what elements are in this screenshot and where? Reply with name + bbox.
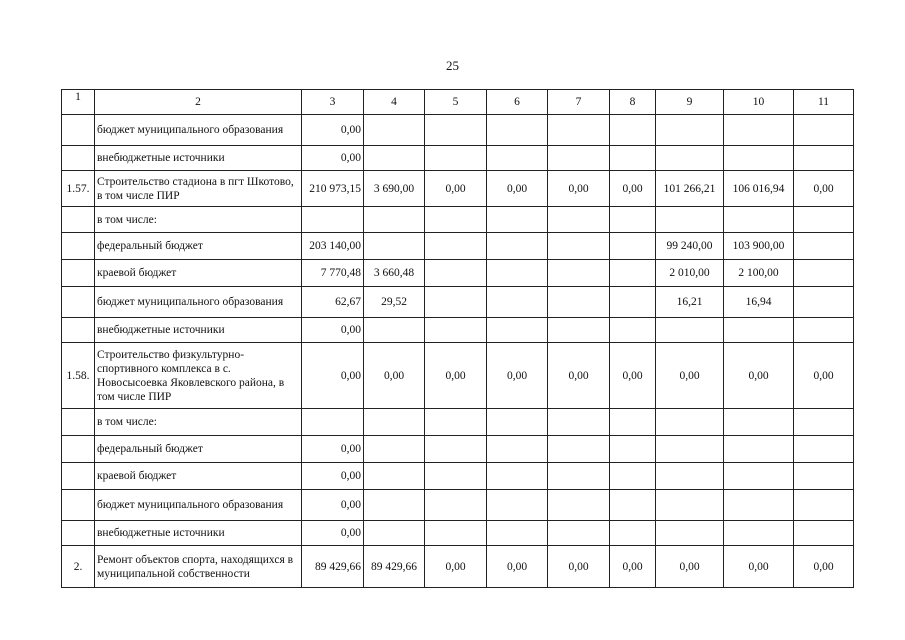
value-cell-col-8 (610, 287, 656, 318)
value-cell-col-5 (425, 287, 487, 318)
value-cell-col-7: 0,00 (548, 171, 610, 207)
row-number-cell (62, 318, 95, 343)
value-cell-col-10 (724, 146, 794, 171)
value-cell-col-5 (425, 436, 487, 463)
value-cell-col-3: 0,00 (302, 318, 364, 343)
value-cell-col-9 (656, 490, 724, 521)
value-cell-col-3: 0,00 (302, 115, 364, 146)
value-cell-col-8 (610, 115, 656, 146)
value-cell-col-3: 0,00 (302, 521, 364, 546)
value-cell-col-7 (548, 409, 610, 436)
table-row (62, 318, 854, 343)
value-cell-col-10 (724, 490, 794, 521)
header-cell-5: 5 (425, 90, 487, 115)
header-cell-1: 1 (62, 90, 95, 115)
value-cell-col-7 (548, 115, 610, 146)
value-cell-col-9 (656, 436, 724, 463)
value-cell-col-6 (487, 233, 548, 260)
value-cell-col-3: 62,67 (302, 287, 364, 318)
row-number-cell (62, 521, 95, 546)
value-cell-col-7 (548, 233, 610, 260)
table-row (62, 546, 854, 588)
value-cell-col-10 (724, 521, 794, 546)
value-cell-col-6 (487, 146, 548, 171)
header-cell-7: 7 (548, 90, 610, 115)
value-cell-col-10: 106 016,94 (724, 171, 794, 207)
row-name-cell: в том числе: (95, 207, 302, 233)
value-cell-col-4 (364, 436, 425, 463)
value-cell-col-11 (794, 318, 854, 343)
row-number-cell (62, 146, 95, 171)
value-cell-col-3 (302, 409, 364, 436)
row-name-cell: Строительство физкультурно-спортивного комплекса в с. Новосысоевка Яковлевского района, в том числе ПИР (95, 343, 302, 409)
value-cell-col-5 (425, 318, 487, 343)
value-cell-col-5 (425, 233, 487, 260)
budget-table (61, 89, 854, 588)
value-cell-col-8 (610, 409, 656, 436)
value-cell-col-11 (794, 409, 854, 436)
table-row (62, 490, 854, 521)
row-name-cell: внебюджетные источники (95, 521, 302, 546)
value-cell-col-7 (548, 318, 610, 343)
value-cell-col-10 (724, 436, 794, 463)
row-name-cell: внебюджетные источники (95, 318, 302, 343)
value-cell-col-7 (548, 207, 610, 233)
header-row (62, 90, 854, 115)
value-cell-col-4: 3 660,48 (364, 260, 425, 287)
value-cell-col-4 (364, 318, 425, 343)
value-cell-col-5 (425, 260, 487, 287)
value-cell-col-3: 0,00 (302, 343, 364, 409)
value-cell-col-8 (610, 436, 656, 463)
row-name-cell: бюджет муниципального образования (95, 115, 302, 146)
row-name-cell: федеральный бюджет (95, 233, 302, 260)
header-cell-4: 4 (364, 90, 425, 115)
value-cell-col-7: 0,00 (548, 546, 610, 588)
value-cell-col-8 (610, 490, 656, 521)
value-cell-col-5 (425, 463, 487, 490)
value-cell-col-3: 0,00 (302, 463, 364, 490)
value-cell-col-11 (794, 260, 854, 287)
header-cell-9: 9 (656, 90, 724, 115)
value-cell-col-6 (487, 409, 548, 436)
value-cell-col-11 (794, 463, 854, 490)
value-cell-col-5 (425, 490, 487, 521)
header-cell-10: 10 (724, 90, 794, 115)
value-cell-col-6 (487, 318, 548, 343)
value-cell-col-4 (364, 146, 425, 171)
page-number: 25 (446, 58, 459, 73)
value-cell-col-6 (487, 207, 548, 233)
value-cell-col-6: 0,00 (487, 171, 548, 207)
value-cell-col-9: 2 010,00 (656, 260, 724, 287)
value-cell-col-9 (656, 409, 724, 436)
row-name-cell: Ремонт объектов спорта, находящихся в муниципальной собственности (95, 546, 302, 588)
value-cell-col-5 (425, 146, 487, 171)
table-row (62, 287, 854, 318)
header-cell-3: 3 (302, 90, 364, 115)
value-cell-col-11 (794, 207, 854, 233)
value-cell-col-6 (487, 436, 548, 463)
table-row (62, 233, 854, 260)
table-row (62, 146, 854, 171)
value-cell-col-11 (794, 115, 854, 146)
value-cell-col-6 (487, 260, 548, 287)
value-cell-col-8 (610, 463, 656, 490)
value-cell-col-6 (487, 490, 548, 521)
value-cell-col-9 (656, 463, 724, 490)
value-cell-col-6 (487, 521, 548, 546)
value-cell-col-8 (610, 146, 656, 171)
table-row (62, 115, 854, 146)
row-name-cell: внебюджетные источники (95, 146, 302, 171)
value-cell-col-10: 16,94 (724, 287, 794, 318)
value-cell-col-9: 0,00 (656, 343, 724, 409)
row-number-cell (62, 207, 95, 233)
value-cell-col-4 (364, 463, 425, 490)
value-cell-col-11 (794, 490, 854, 521)
value-cell-col-6 (487, 463, 548, 490)
value-cell-col-7 (548, 146, 610, 171)
value-cell-col-5: 0,00 (425, 343, 487, 409)
table-row (62, 207, 854, 233)
value-cell-col-4 (364, 207, 425, 233)
row-name-cell: Строительство стадиона в пгт Шкотово, в том числе ПИР (95, 171, 302, 207)
value-cell-col-9: 16,21 (656, 287, 724, 318)
value-cell-col-5 (425, 207, 487, 233)
value-cell-col-6: 0,00 (487, 343, 548, 409)
value-cell-col-9 (656, 146, 724, 171)
value-cell-col-4 (364, 409, 425, 436)
value-cell-col-5 (425, 115, 487, 146)
value-cell-col-8 (610, 521, 656, 546)
value-cell-col-3: 7 770,48 (302, 260, 364, 287)
value-cell-col-8 (610, 260, 656, 287)
header-cell-6: 6 (487, 90, 548, 115)
row-number-cell (62, 436, 95, 463)
value-cell-col-11 (794, 521, 854, 546)
value-cell-col-7 (548, 463, 610, 490)
table-row (62, 521, 854, 546)
table-row (62, 343, 854, 409)
row-number-cell: 1.58. (62, 343, 95, 409)
header-cell-11: 11 (794, 90, 854, 115)
row-number-cell (62, 287, 95, 318)
value-cell-col-9: 99 240,00 (656, 233, 724, 260)
value-cell-col-11 (794, 233, 854, 260)
value-cell-col-11: 0,00 (794, 171, 854, 207)
value-cell-col-10: 103 900,00 (724, 233, 794, 260)
value-cell-col-10 (724, 207, 794, 233)
value-cell-col-7 (548, 490, 610, 521)
value-cell-col-5 (425, 409, 487, 436)
value-cell-col-6 (487, 115, 548, 146)
value-cell-col-6: 0,00 (487, 546, 548, 588)
value-cell-col-10: 0,00 (724, 343, 794, 409)
value-cell-col-9: 0,00 (656, 546, 724, 588)
row-number-cell: 1.57. (62, 171, 95, 207)
value-cell-col-11 (794, 436, 854, 463)
value-cell-col-4: 0,00 (364, 343, 425, 409)
value-cell-col-5: 0,00 (425, 546, 487, 588)
header-cell-8: 8 (610, 90, 656, 115)
table-row (62, 171, 854, 207)
value-cell-col-10: 0,00 (724, 546, 794, 588)
value-cell-col-4: 89 429,66 (364, 546, 425, 588)
value-cell-col-8 (610, 233, 656, 260)
value-cell-col-3: 203 140,00 (302, 233, 364, 260)
value-cell-col-9: 101 266,21 (656, 171, 724, 207)
value-cell-col-4 (364, 233, 425, 260)
row-number-cell (62, 233, 95, 260)
value-cell-col-8: 0,00 (610, 343, 656, 409)
value-cell-col-3: 210 973,15 (302, 171, 364, 207)
table-row (62, 436, 854, 463)
value-cell-col-7 (548, 260, 610, 287)
table-row (62, 260, 854, 287)
value-cell-col-4 (364, 521, 425, 546)
value-cell-col-5 (425, 521, 487, 546)
value-cell-col-9 (656, 115, 724, 146)
value-cell-col-3: 0,00 (302, 146, 364, 171)
value-cell-col-3: 89 429,66 (302, 546, 364, 588)
value-cell-col-7 (548, 287, 610, 318)
table-row (62, 463, 854, 490)
value-cell-col-11 (794, 146, 854, 171)
value-cell-col-3: 0,00 (302, 436, 364, 463)
value-cell-col-4 (364, 490, 425, 521)
value-cell-col-11 (794, 287, 854, 318)
row-number-cell (62, 260, 95, 287)
value-cell-col-10 (724, 318, 794, 343)
value-cell-col-3: 0,00 (302, 490, 364, 521)
value-cell-col-7: 0,00 (548, 343, 610, 409)
row-name-cell: краевой бюджет (95, 463, 302, 490)
header-cell-2: 2 (95, 90, 302, 115)
value-cell-col-3 (302, 207, 364, 233)
table-row (62, 409, 854, 436)
value-cell-col-10 (724, 409, 794, 436)
value-cell-col-4 (364, 115, 425, 146)
value-cell-col-10: 2 100,00 (724, 260, 794, 287)
value-cell-col-6 (487, 287, 548, 318)
value-cell-col-10 (724, 115, 794, 146)
value-cell-col-11: 0,00 (794, 546, 854, 588)
value-cell-col-10 (724, 463, 794, 490)
row-number-cell (62, 463, 95, 490)
row-name-cell: бюджет муниципального образования (95, 490, 302, 521)
value-cell-col-8: 0,00 (610, 546, 656, 588)
row-name-cell: краевой бюджет (95, 260, 302, 287)
value-cell-col-4: 3 690,00 (364, 171, 425, 207)
row-number-cell (62, 490, 95, 521)
value-cell-col-9 (656, 521, 724, 546)
value-cell-col-8 (610, 318, 656, 343)
row-number-cell (62, 115, 95, 146)
row-number-cell: 2. (62, 546, 95, 588)
value-cell-col-8: 0,00 (610, 171, 656, 207)
row-name-cell: федеральный бюджет (95, 436, 302, 463)
value-cell-col-9 (656, 318, 724, 343)
value-cell-col-4: 29,52 (364, 287, 425, 318)
value-cell-col-11: 0,00 (794, 343, 854, 409)
value-cell-col-5: 0,00 (425, 171, 487, 207)
row-number-cell (62, 409, 95, 436)
row-name-cell: бюджет муниципального образования (95, 287, 302, 318)
value-cell-col-8 (610, 207, 656, 233)
row-name-cell: в том числе: (95, 409, 302, 436)
value-cell-col-7 (548, 436, 610, 463)
value-cell-col-9 (656, 207, 724, 233)
value-cell-col-7 (548, 521, 610, 546)
